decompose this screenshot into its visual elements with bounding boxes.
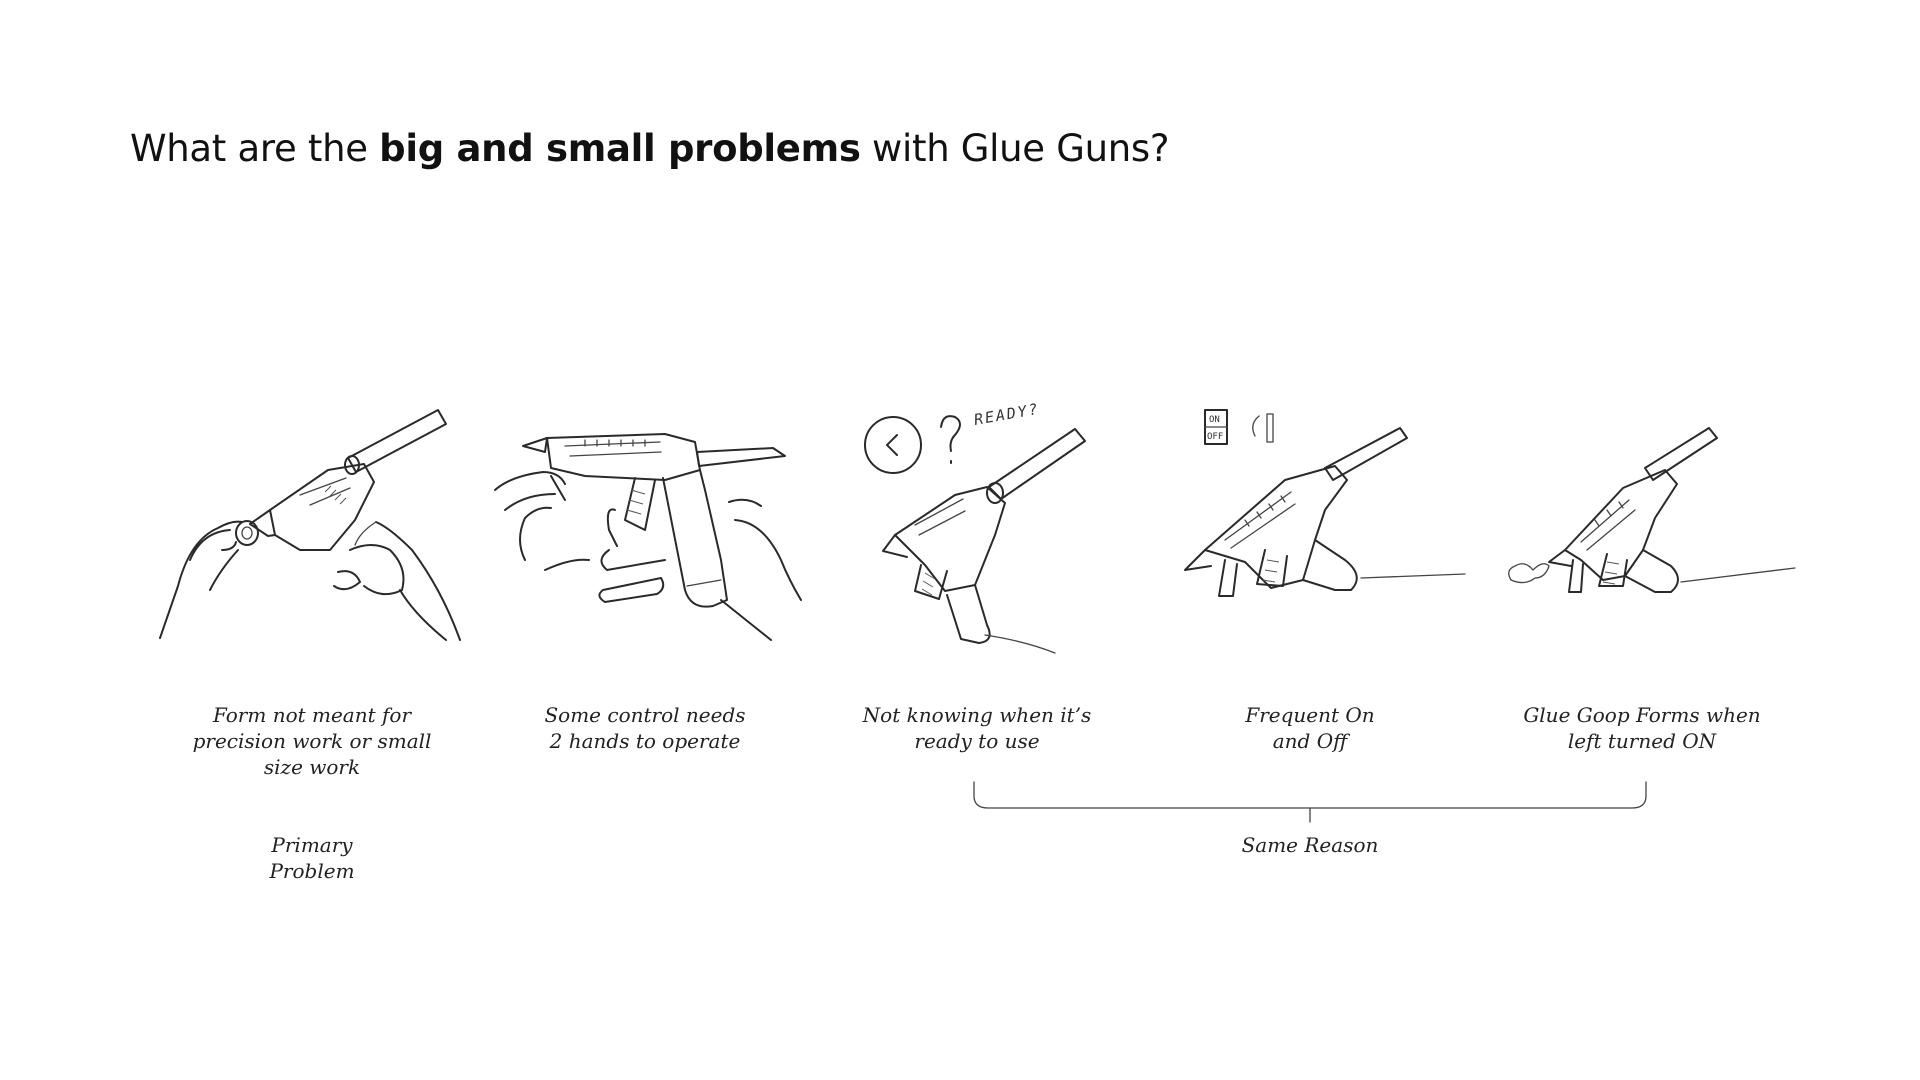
caption-line: left turned ON [1567,729,1717,753]
caption-line: Not knowing when it’s [862,703,1092,727]
switch-off-label: OFF [1207,432,1224,442]
title-suffix: with Glue Guns? [860,127,1170,170]
note-line: Problem [269,859,355,883]
caption-on-off [1160,702,1460,754]
glue-goop-icon [1509,564,1549,583]
ready-sketch-text: READY? [972,399,1041,429]
glue-gun-switch-icon [1175,400,1475,630]
title-bold: big and small problems [379,127,861,170]
caption-line: size work [263,755,361,779]
question-mark-icon [941,416,960,463]
caption-ready-to-use [827,702,1127,754]
caption-line: 2 hands to operate [549,729,741,753]
glue-gun-goop-icon [1495,410,1795,620]
bracket-label: Same Reason [1241,833,1379,857]
caption-glue-goop [1492,702,1792,754]
caption-line: precision work or small [192,729,432,753]
primary-problem-note [162,832,462,884]
caption-two-hands [495,702,795,754]
toggle-icon [1253,414,1273,442]
page-title [130,127,1169,170]
caption-line: Form not meant for [212,703,412,727]
caption-line: Glue Goop Forms when [1523,703,1761,727]
glue-gun-clock-icon [855,395,1155,655]
two-hands-glue-gun-icon [485,410,805,640]
same-reason-label [1160,832,1460,858]
caption-precision-work [162,702,462,780]
hand-holding-glue-gun-icon [150,400,470,650]
caption-line: Some control needs [544,703,746,727]
caption-line: Frequent On [1245,703,1375,727]
note-line: Primary [271,833,353,857]
title-prefix: What are the [130,127,380,170]
switch-on-label: ON [1209,415,1220,425]
caption-line: and Off [1272,729,1348,753]
clock-icon [865,417,921,473]
same-reason-bracket [970,780,1650,830]
caption-line: ready to use [914,729,1040,753]
